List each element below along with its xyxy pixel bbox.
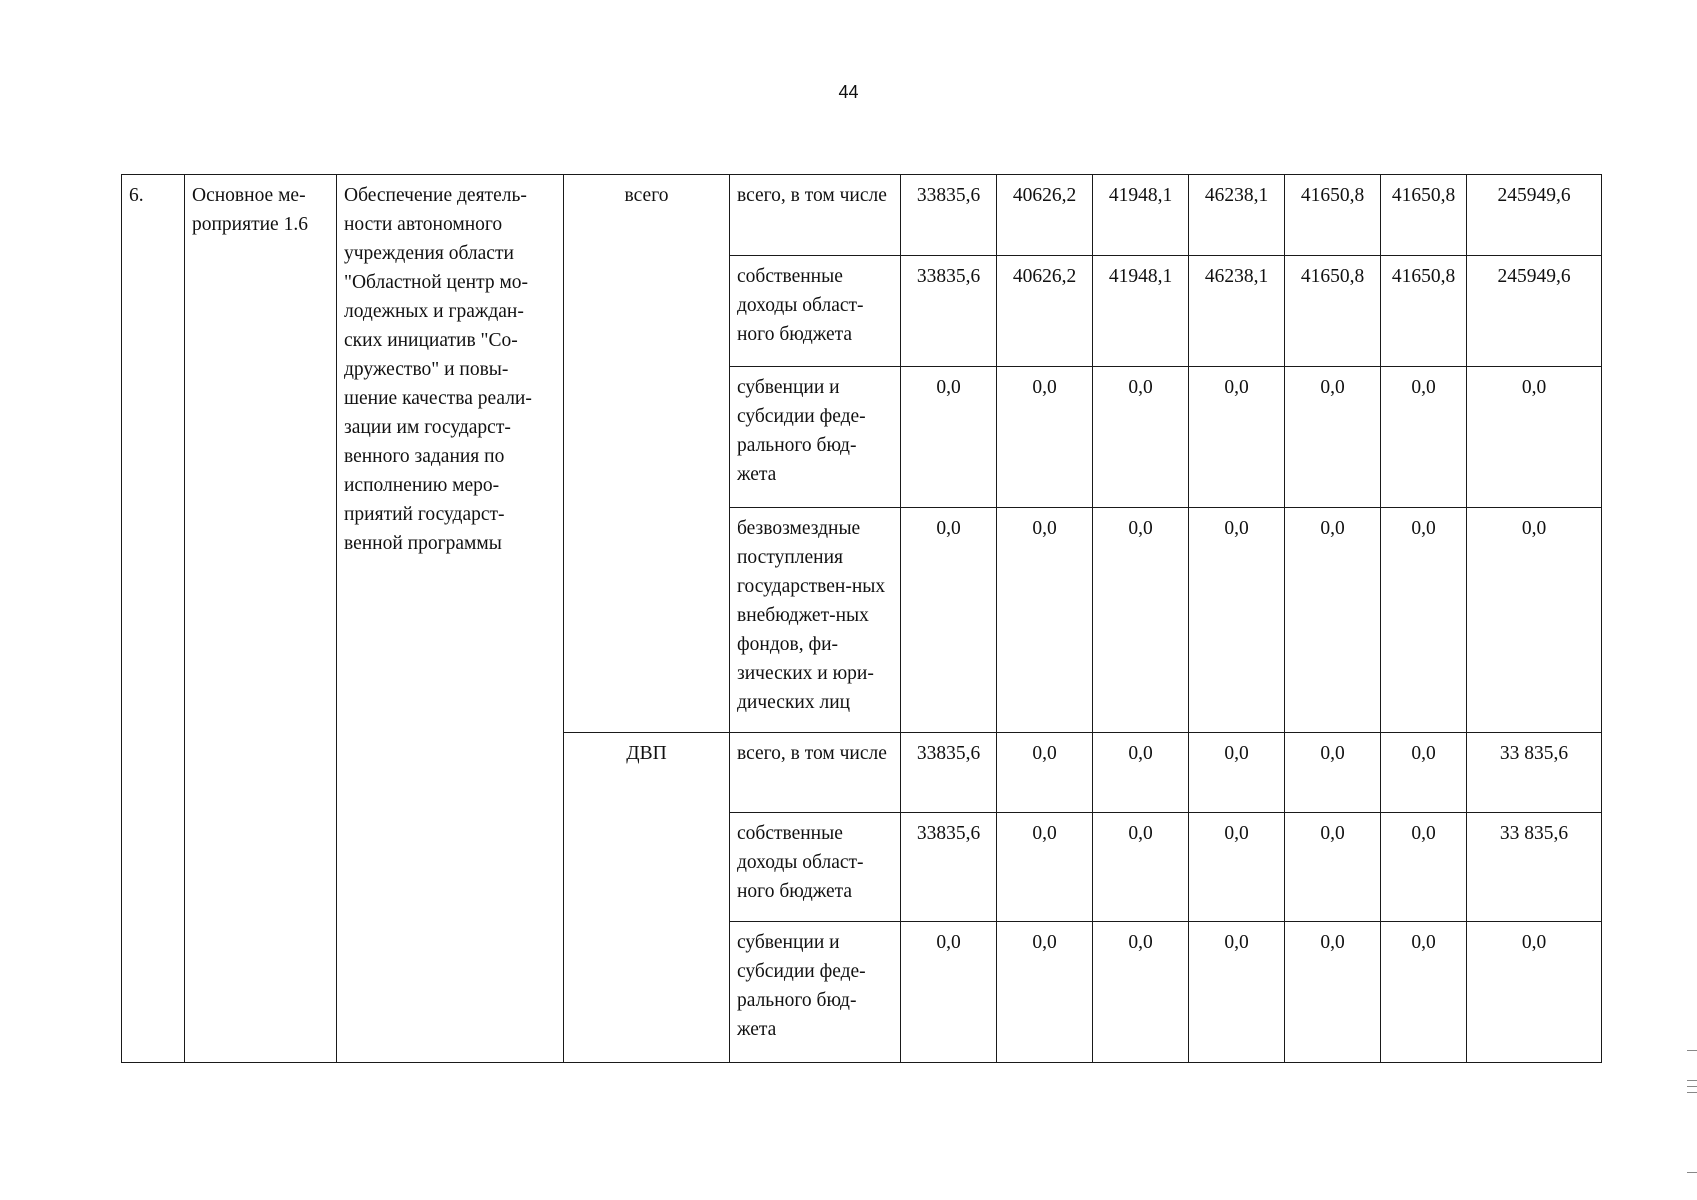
- value-cell: 41650,8: [1285, 175, 1381, 256]
- value-cell: 0,0: [1381, 813, 1467, 922]
- value-cell: 40626,2: [997, 255, 1093, 367]
- value-cell: 40626,2: [997, 175, 1093, 256]
- value-cell: 0,0: [1381, 367, 1467, 508]
- value-cell: 41650,8: [1381, 255, 1467, 367]
- value-cell: 0,0: [1093, 922, 1189, 1063]
- value-cell: 0,0: [1285, 813, 1381, 922]
- value-cell: 0,0: [901, 922, 997, 1063]
- value-cell: 0,0: [901, 367, 997, 508]
- executor-label: ДВП: [626, 742, 667, 764]
- value-cell: 33835,6: [901, 175, 997, 256]
- value-cell: 41948,1: [1093, 255, 1189, 367]
- value-cell: 0,0: [997, 367, 1093, 508]
- source-cell: собственные доходы област-ного бюджета: [730, 255, 901, 367]
- executor-cell: [564, 732, 730, 1062]
- source-cell: всего, в том числе: [730, 732, 901, 813]
- value-cell: 33835,6: [901, 813, 997, 922]
- value-cell: 0,0: [997, 813, 1093, 922]
- value-cell: 46238,1: [1189, 175, 1285, 256]
- value-cell: 41650,8: [1381, 175, 1467, 256]
- total-cell: 33 835,6: [1467, 813, 1602, 922]
- scan-margin-mark: [1687, 1050, 1697, 1051]
- total-cell: 0,0: [1467, 367, 1602, 508]
- value-cell: 41650,8: [1285, 255, 1381, 367]
- value-cell: 0,0: [1189, 508, 1285, 733]
- total-cell: 0,0: [1467, 922, 1602, 1063]
- total-cell: 33 835,6: [1467, 732, 1602, 813]
- total-cell: 245949,6: [1467, 175, 1602, 256]
- source-cell: собственные доходы област-ного бюджета: [730, 813, 901, 922]
- value-cell: 0,0: [1093, 367, 1189, 508]
- value-cell: 0,0: [1381, 732, 1467, 813]
- value-cell: 0,0: [1093, 508, 1189, 733]
- scan-margin-mark: [1687, 1092, 1697, 1093]
- value-cell: 46238,1: [1189, 255, 1285, 367]
- source-cell: субвенции и субсидии феде-рального бюд-жета: [730, 367, 901, 508]
- total-cell: 245949,6: [1467, 255, 1602, 367]
- value-cell: 0,0: [901, 508, 997, 733]
- value-cell: 0,0: [1381, 508, 1467, 733]
- source-cell: субвенции и субсидии феде-рального бюд-жета: [730, 922, 901, 1063]
- row-number: 6.: [129, 185, 144, 206]
- value-cell: 0,0: [1285, 732, 1381, 813]
- value-cell: 33835,6: [901, 255, 997, 367]
- executor-cell: [564, 175, 730, 733]
- scan-margin-mark: [1687, 1086, 1697, 1087]
- value-cell: 0,0: [997, 922, 1093, 1063]
- measure-cell: [185, 175, 337, 1063]
- scan-margin-mark: [1687, 1080, 1697, 1081]
- measure-name: Основное ме-роприятие 1.6: [192, 185, 308, 235]
- total-cell: 0,0: [1467, 508, 1602, 733]
- value-cell: 33835,6: [901, 732, 997, 813]
- value-cell: 0,0: [1189, 922, 1285, 1063]
- value-cell: 0,0: [1285, 367, 1381, 508]
- source-cell: всего, в том числе: [730, 175, 901, 256]
- measure-description: Обеспечение деятель-ности автономного учреждения области "Областной центр мо-лодежных и граждан-ских инициатив "Со-дружество" и повы-шение качества реали-зации им государст-венного задания по исполнению меро-приятий государст-венной программы: [344, 185, 532, 554]
- value-cell: 0,0: [997, 508, 1093, 733]
- value-cell: 0,0: [997, 732, 1093, 813]
- row-number-cell: [122, 175, 185, 1063]
- value-cell: 0,0: [1093, 813, 1189, 922]
- value-cell: 0,0: [1093, 732, 1189, 813]
- value-cell: 0,0: [1285, 508, 1381, 733]
- scan-margin-mark: [1687, 1172, 1697, 1173]
- budget-table: [121, 174, 1602, 1063]
- value-cell: 41948,1: [1093, 175, 1189, 256]
- page-number: 44: [838, 82, 859, 102]
- table-row: [122, 175, 1602, 256]
- value-cell: 0,0: [1189, 367, 1285, 508]
- description-cell: [337, 175, 564, 1063]
- value-cell: 0,0: [1189, 732, 1285, 813]
- table-body: [122, 175, 1602, 1063]
- executor-label: всего: [624, 185, 669, 206]
- value-cell: 0,0: [1189, 813, 1285, 922]
- value-cell: 0,0: [1381, 922, 1467, 1063]
- value-cell: 0,0: [1285, 922, 1381, 1063]
- source-cell: безвозмездные поступления государствен-ных внебюджет-ных фондов, фи-зических и юри-дических лиц: [730, 508, 901, 733]
